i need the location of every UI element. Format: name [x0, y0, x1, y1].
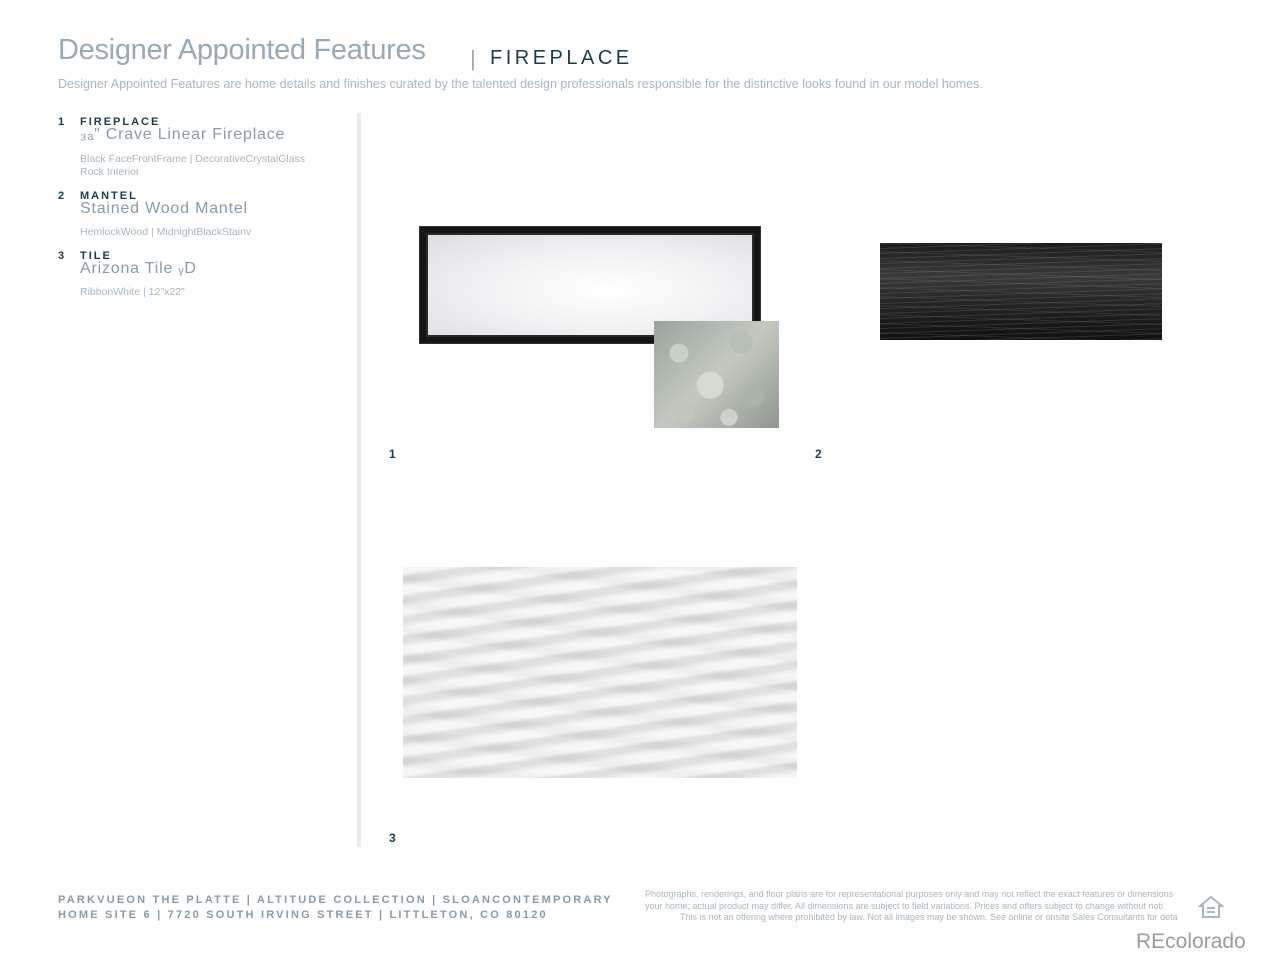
image-label: 2: [815, 447, 822, 461]
page-title: Designer Appointed Features: [58, 34, 426, 66]
feature-category: FIREPLACE: [80, 116, 161, 128]
feature-detail: HemlockWood | MidnightBlackStainv: [80, 226, 252, 238]
title-divider: |: [470, 46, 476, 71]
footer-address: [58, 893, 613, 923]
footer-disclaimer: [645, 889, 1261, 924]
disclaimer-line: Photographs, renderings, and floor plans are for representational purposes only and may not reflect the exact features or dimensions: [645, 889, 1174, 899]
feature-category: MANTEL: [80, 190, 138, 202]
equal-housing-opportunity-icon: [1198, 895, 1224, 919]
feature-name: ₃ₐ" Crave Linear Fireplace: [80, 126, 286, 143]
section-title: FIREPLACE: [490, 47, 633, 69]
image-label: 3: [389, 831, 396, 845]
brand-watermark: REcolorado: [1136, 930, 1246, 953]
disclaimer-line: This is not an offering where prohibited by law. Not all images may be shown. See online or onsite Sales Consultants for deta: [680, 912, 1178, 922]
vertical-divider: [357, 113, 361, 847]
feature-detail: Rock Interior: [80, 166, 140, 178]
disclaimer-line: your home; actual product may differ. All dimensions are subject to field variations. Prices and offers subject to change without noti: [645, 900, 1163, 911]
feature-number: 3: [58, 250, 65, 262]
feature-name: Arizona Tile ᵧD: [80, 260, 197, 277]
feature-number: 2: [58, 190, 65, 202]
address-line: HOME SITE 6 | 7720 SOUTH IRVING STREET | LITTLETON, CO 80120: [58, 909, 548, 921]
feature-number: 1: [58, 116, 65, 128]
feature-category: TILE: [80, 250, 112, 262]
feature-detail: Black FaceFrontFrame | DecorativeCrystalGlass: [80, 153, 306, 165]
page-subtitle: Designer Appointed Features are home details and finishes curated by the talented design professionals responsible for the distinctive looks found in our model homes.: [58, 77, 983, 91]
image-label: 1: [389, 447, 396, 461]
wave-tile-image: [403, 567, 797, 778]
address-line: PARKVUEON THE PLATTE | ALTITUDE COLLECTION | SLOANCONTEMPORARY: [58, 894, 613, 906]
crystal-glass-swatch: [654, 321, 779, 428]
feature-name: Stained Wood Mantel: [80, 200, 248, 217]
mantel-wood-image: [880, 243, 1162, 340]
feature-detail: RibbonWhite | 12"x22": [80, 286, 185, 298]
